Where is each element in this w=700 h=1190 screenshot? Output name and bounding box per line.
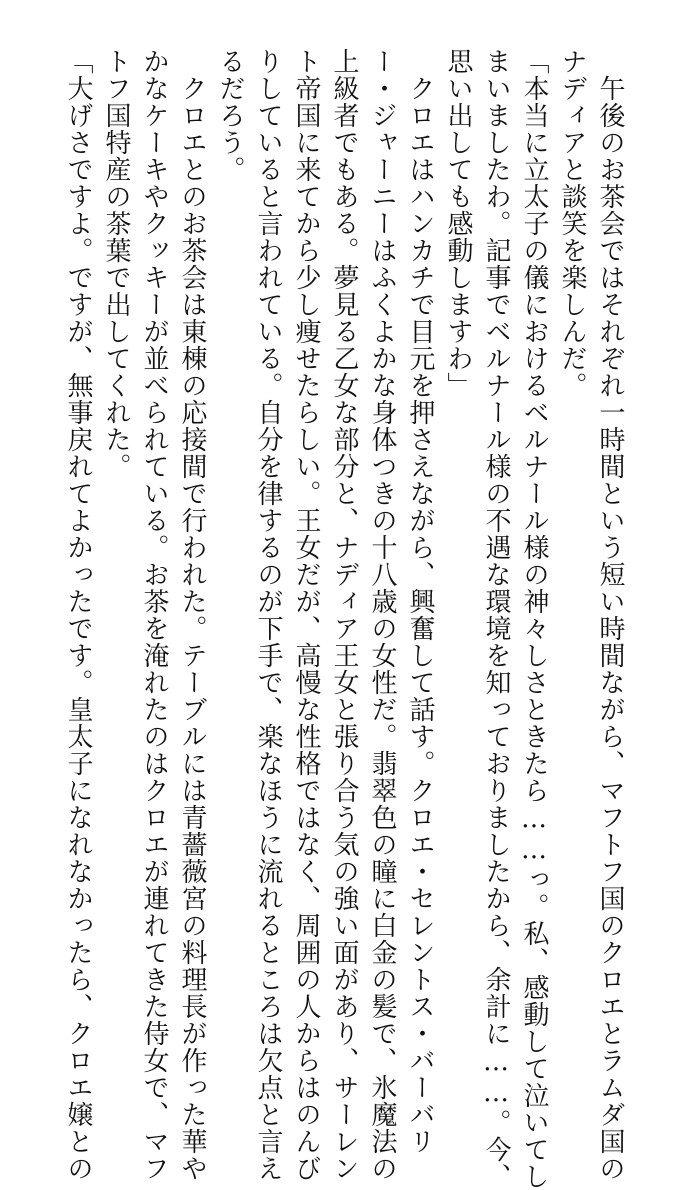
text-line-14: トフ国特産の茶葉で出してくれた。 — [101, 48, 131, 480]
text-line-11: るだろう。 — [215, 48, 245, 183]
text-line-5: 思い出しても感動しますわ」 — [443, 48, 473, 399]
text-line-10: りしていると言われている。自分を律するのが下手で、楽なほうに流れるところは欠点と言え — [253, 48, 283, 1182]
text-line-15: 「大げさですよ。ですが、無事戻れてよかったです。皇太子になれなかったら、クロエ嬢との — [63, 48, 93, 1182]
text-line-1: 午後のお茶会ではそれぞれ一時間という短い時間ながら、マフトフ国のクロエとラムダ国の — [595, 48, 625, 1182]
text-line-6: クロエはハンカチで目元を押さえながら、興奮して話す。クロエ・セレントス・バーバリ — [405, 48, 435, 1155]
text-line-7: ー・ジャーニーはふくよかな身体つきの十八歳の女性だ。翡翠色の瞳に白金の髪で、氷魔法の — [367, 48, 397, 1182]
text-line-13: かなケーキやクッキーが並べられている。お茶を淹れたのはクロエが連れてきた侍女で、マフ — [139, 48, 169, 1182]
text-line-3: 「本当に立太子の儀におけるベルナール様の神々しさときたら……っ。私、感動して泣いてし — [519, 48, 549, 1190]
text-line-2: ナディアと談笑を楽しんだ。 — [557, 48, 587, 399]
text-line-9: ト帝国に来てから少し痩せたらしい。王女だが、高慢な性格ではなく、周囲の人からはのんび — [291, 48, 321, 1182]
text-line-8: 上級者でもある。夢見る乙女な部分と、ナディア王女と張り合う気の強い面があり、サーレン — [329, 48, 359, 1182]
text-line-4: まいましたわ。記事でベルナール様の不遇な環境を知っておりましたから、余計に……。今、 — [481, 48, 511, 1190]
text-line-12: クロエとのお茶会は東棟の応接間で行われた。テーブルには青薔薇宮の料理長が作った華や — [177, 48, 207, 1182]
